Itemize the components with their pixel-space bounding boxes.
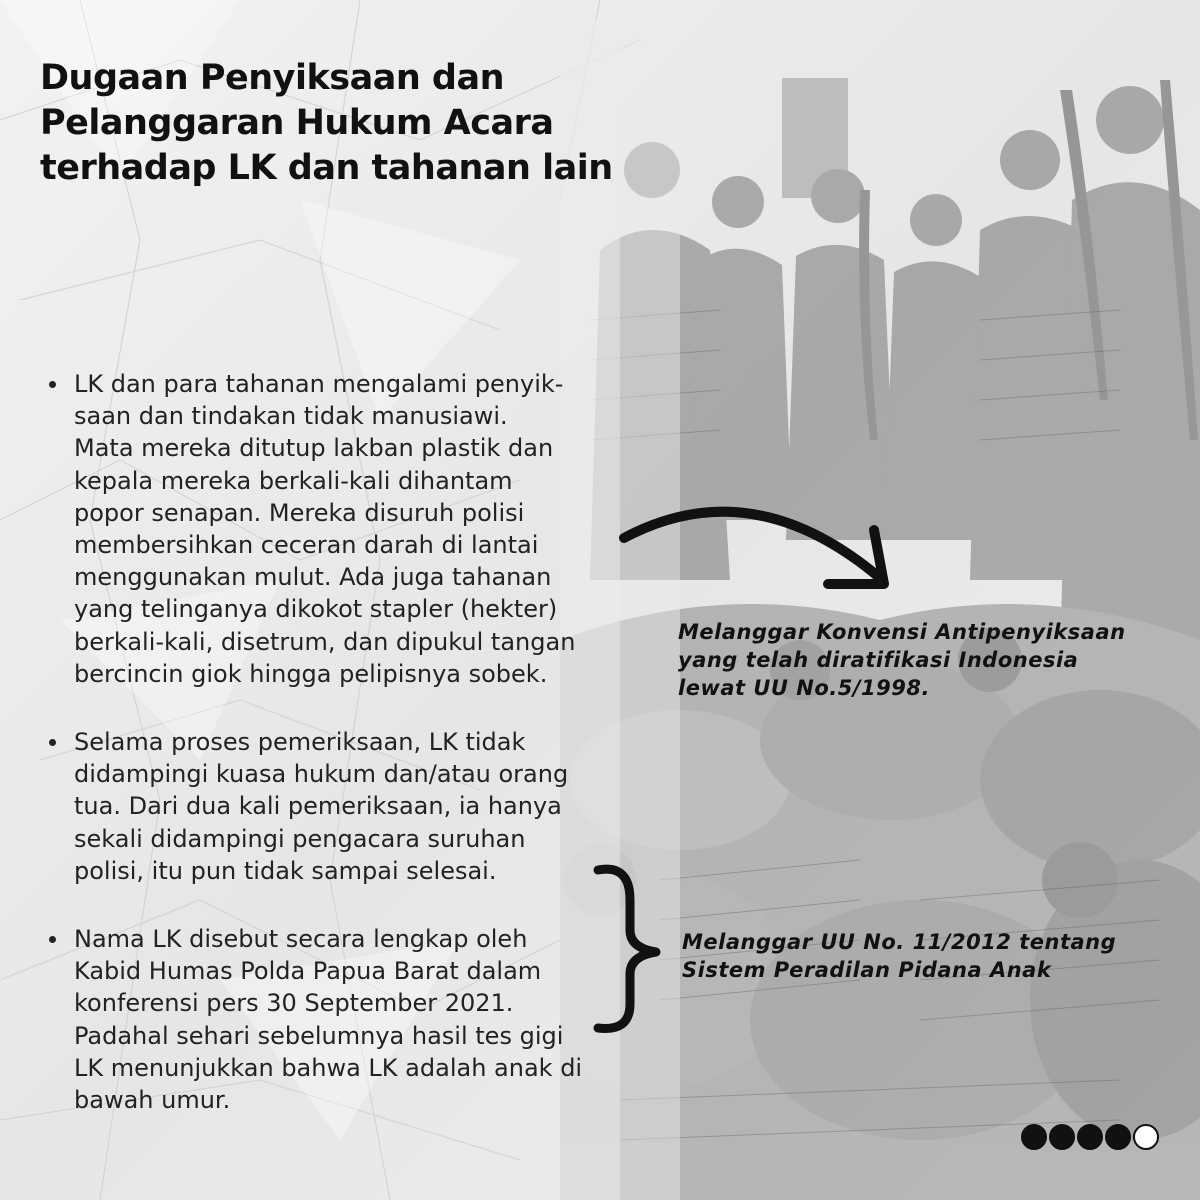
annotation-line: Melanggar Konvensi Antipenyiksaan: [678, 620, 1126, 644]
bullet-line: popor senapan. Mereka disuruh polisi: [74, 498, 525, 527]
bullet-line: LK menunjukkan bahwa LK adalah anak di: [74, 1053, 583, 1082]
bullet-line: berkali-kali, disetrum, dan dipukul tangan: [74, 627, 576, 656]
annotation-line: Melanggar UU No. 11/2012 tentang: [682, 930, 1117, 954]
page-title: [40, 56, 660, 191]
bullet-line: tua. Dari dua kali pemeriksaan, ia hanya: [74, 792, 562, 821]
bullet-dot-icon: [49, 381, 56, 388]
annotation-line: lewat UU No.5/1998.: [678, 676, 930, 700]
bullet-line: menggunakan mulut. Ada juga tahanan: [74, 563, 552, 592]
annotation-juvenile-justice-law: [682, 928, 1182, 984]
curly-brace-icon: [588, 860, 668, 1040]
bullet-line: bercincin giok hingga pelipisnya sobek.: [74, 659, 548, 688]
title-line: Dugaan Penyiksaan dan: [40, 58, 505, 98]
annotation-torture-convention: [678, 618, 1178, 702]
page-dot-filled-icon: [1049, 1124, 1075, 1150]
bullet-text: [74, 726, 606, 887]
title-line: Pelanggaran Hukum Acara: [40, 103, 554, 143]
annotation-line: yang telah diratifikasi Indonesia: [678, 648, 1079, 672]
bullet-text: [74, 368, 606, 690]
bullet-line: LK dan para tahanan mengalami penyik-: [74, 370, 564, 398]
bullet-line: saan dan tindakan tidak manusiawi.: [74, 402, 508, 431]
bullet-line: sekali didampingi pengacara suruhan: [74, 824, 526, 853]
bullet-list: [46, 368, 606, 1116]
page-dot-filled-icon: [1021, 1124, 1047, 1150]
bullet-line: bawah umur.: [74, 1086, 231, 1115]
bullet-line: Padahal sehari sebelumnya hasil tes gigi: [74, 1021, 564, 1050]
bullet-line: kepala mereka berkali-kali dihantam: [74, 466, 513, 495]
page-dot-filled-icon: [1105, 1124, 1131, 1150]
bullet-item-torture: [46, 368, 606, 690]
title-line: terhadap LK dan tahanan lain: [40, 148, 613, 188]
bullet-dot-icon: [49, 936, 56, 943]
bullet-text: [74, 923, 606, 1116]
bullet-line: Nama LK disebut secara lengkap oleh: [74, 925, 528, 954]
page-dot-filled-icon: [1077, 1124, 1103, 1150]
bullet-item-legal-counsel: [46, 726, 606, 887]
curved-arrow-icon: [612, 490, 902, 600]
bullet-dot-icon: [49, 739, 56, 746]
bullet-line: membersihkan ceceran darah di lantai: [74, 531, 539, 560]
page-indicator: [1021, 1124, 1159, 1150]
bullet-line: yang telinganya dikokot stapler (hekter): [74, 595, 558, 624]
bullet-line: Selama proses pemeriksaan, LK tidak: [74, 728, 526, 757]
annotation-line: Sistem Peradilan Pidana Anak: [682, 958, 1052, 982]
bullet-line: didampingi kuasa hukum dan/atau orang: [74, 760, 569, 789]
page-dot-current-icon: [1133, 1124, 1159, 1150]
bullet-item-identity-exposed: [46, 923, 606, 1116]
bullet-line: Mata mereka ditutup lakban plastik dan: [74, 434, 554, 463]
bullet-line: konferensi pers 30 September 2021.: [74, 989, 514, 1018]
bullet-line: Kabid Humas Polda Papua Barat dalam: [74, 957, 542, 986]
bullet-line: polisi, itu pun tidak sampai selesai.: [74, 856, 497, 885]
